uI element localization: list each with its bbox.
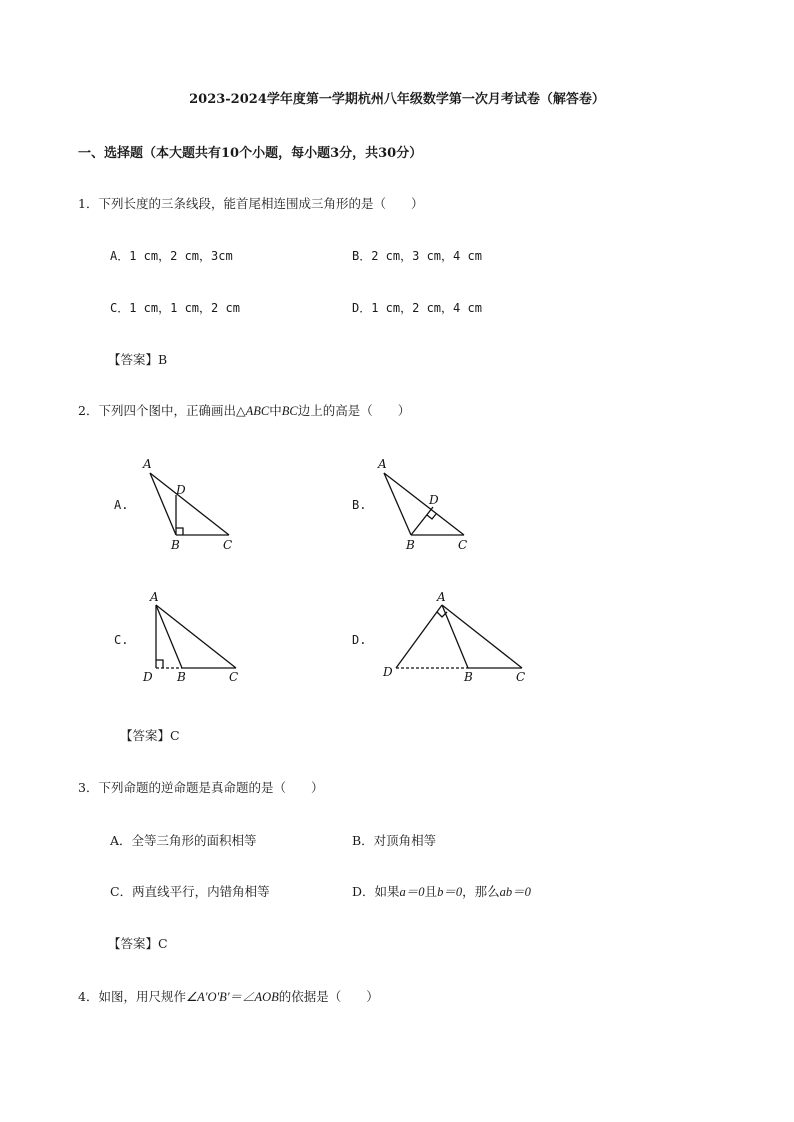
figure-d-label: D. bbox=[352, 633, 367, 647]
question-3-option-d-pre: D．如果 bbox=[352, 884, 400, 899]
question-1-option-b: B．2 cm，3 cm，4 cm bbox=[352, 249, 482, 263]
fig-d-point-c: C bbox=[516, 670, 526, 684]
question-3-option-d-mid1: 且 bbox=[424, 884, 438, 899]
fig-c-point-c: C bbox=[229, 670, 239, 684]
fig-b-point-a: A bbox=[378, 457, 387, 471]
question-3-option-d bbox=[352, 882, 531, 900]
question-4-stem bbox=[78, 987, 379, 1005]
fig-c-point-a: A bbox=[150, 590, 159, 604]
figure-a-triangle bbox=[150, 473, 229, 535]
figure-c-triangle bbox=[156, 605, 236, 668]
fig-d-point-b: B bbox=[464, 670, 473, 684]
question-2-stem-mid: 中 bbox=[269, 403, 282, 418]
question-4-stem-math: ∠A'O'B'＝∠AOB bbox=[185, 990, 279, 1004]
figure-b-triangle bbox=[384, 473, 464, 535]
question-3-option-d-eq1: a＝0 bbox=[399, 885, 425, 899]
fig-d-point-d: D bbox=[383, 665, 393, 679]
question-2-stem-pre: 2．下列四个图中，正确画出△ bbox=[78, 403, 246, 418]
fig-b-point-b: B bbox=[406, 538, 415, 552]
figure-b-label: B. bbox=[352, 498, 367, 512]
fig-c-point-d: D bbox=[143, 670, 153, 684]
question-3-option-a: A．全等三角形的面积相等 bbox=[110, 833, 257, 848]
fig-b-point-c: C bbox=[458, 538, 468, 552]
fig-a-point-a: A bbox=[143, 457, 152, 471]
question-3-option-b: B．对顶角相等 bbox=[352, 833, 437, 848]
question-3-answer: 【答案】C bbox=[108, 936, 168, 951]
question-1-stem: 1．下列长度的三条线段，能首尾相连围成三角形的是（ ） bbox=[78, 196, 424, 211]
fig-a-point-c: C bbox=[223, 538, 233, 552]
question-2-stem-post: 边上的高是（ ） bbox=[297, 403, 411, 418]
question-2-stem-bc: BC bbox=[281, 404, 298, 418]
question-2-stem-abc: ABC bbox=[245, 404, 270, 418]
figure-a-label: A. bbox=[114, 498, 129, 512]
question-4-stem-post: 的依据是（ ） bbox=[278, 989, 379, 1004]
question-3-stem: 3．下列命题的逆命题是真命题的是（ ） bbox=[78, 780, 324, 795]
question-3-option-c: C．两直线平行，内错角相等 bbox=[110, 884, 270, 899]
fig-d-point-a: A bbox=[437, 590, 446, 604]
section-heading: 一、选择题（本大题共有10个小题，每小题3分，共30分） bbox=[78, 146, 423, 161]
question-1-option-c: C．1 cm，1 cm，2 cm bbox=[110, 301, 240, 315]
question-2-answer: 【答案】C bbox=[120, 728, 180, 743]
fig-b-point-d: D bbox=[429, 493, 439, 507]
fig-a-point-b: B bbox=[171, 538, 180, 552]
fig-c-point-b: B bbox=[177, 670, 186, 684]
question-1-option-d: D．1 cm，2 cm，4 cm bbox=[352, 301, 482, 315]
question-3-option-d-mid2: ，那么 bbox=[462, 884, 500, 899]
question-1-option-a: A．1 cm，2 cm，3cm bbox=[110, 249, 233, 263]
fig-a-point-d: D bbox=[176, 483, 186, 497]
question-1-answer: 【答案】B bbox=[108, 352, 168, 367]
question-3-option-d-eq2: b＝0 bbox=[437, 885, 463, 899]
question-4-stem-pre: 4．如图，用尺规作 bbox=[78, 989, 186, 1004]
figure-d-triangle bbox=[396, 605, 522, 668]
page-title: 2023-2024学年度第一学期杭州八年级数学第一次月考试卷（解答卷） bbox=[189, 92, 605, 107]
question-3-option-d-eq3: ab＝0 bbox=[499, 885, 531, 899]
figure-c-label: C. bbox=[114, 633, 129, 647]
